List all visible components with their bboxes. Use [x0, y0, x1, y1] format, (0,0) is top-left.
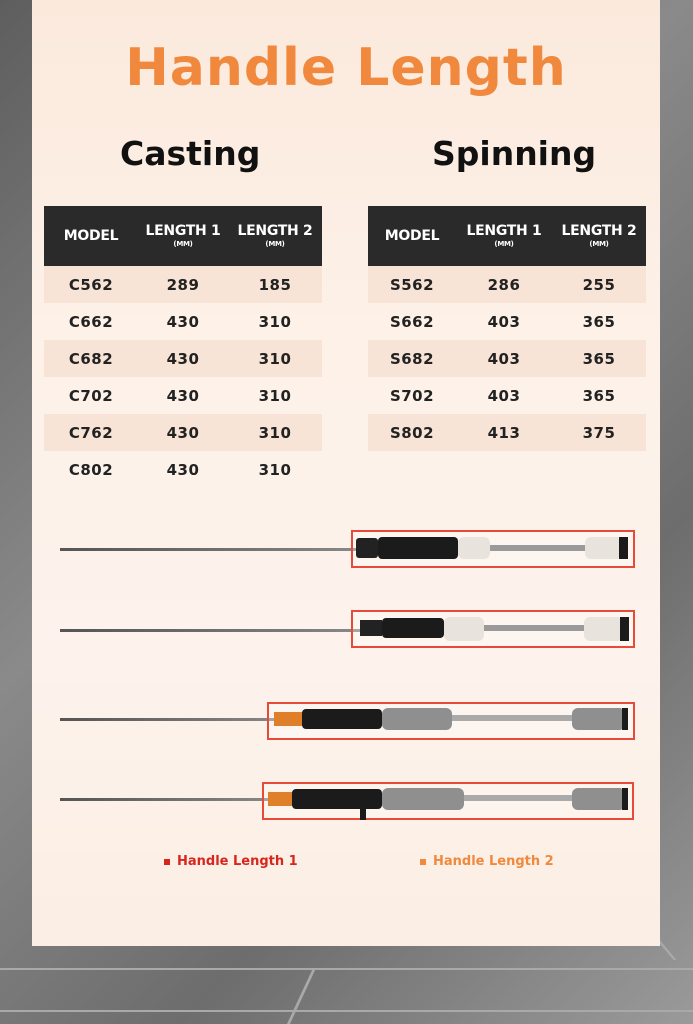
cell-length1: 403	[487, 386, 521, 405]
cell-length1: 430	[166, 423, 200, 442]
legend-swatch-red	[164, 859, 170, 865]
page-title: Handle Length	[125, 38, 567, 98]
table-row	[44, 451, 322, 488]
spinning-title: Spinning	[432, 134, 597, 173]
background-line	[287, 968, 316, 1024]
table-row	[44, 266, 322, 303]
cell-model: C662	[68, 312, 114, 331]
legend-handle-length-1: Handle Length 1	[164, 854, 298, 869]
header-length2: LENGTH 2 (MM)	[561, 223, 637, 248]
cell-model: C682	[68, 349, 114, 368]
spinning-rod-image	[60, 530, 632, 570]
header-length1: LENGTH 1 (MM)	[466, 223, 542, 248]
cell-length1: 413	[487, 423, 521, 442]
table-row	[44, 377, 322, 414]
cell-length2: 310	[258, 386, 292, 405]
cell-model: S662	[389, 312, 435, 331]
cell-model: S702	[389, 386, 435, 405]
cell-length2: 310	[258, 312, 292, 331]
casting-rod-image	[60, 700, 632, 740]
spinning-rod-image	[60, 610, 632, 650]
cell-model: S562	[389, 275, 435, 294]
cell-length1: 430	[166, 312, 200, 331]
cell-model: C802	[68, 460, 114, 479]
table-row	[44, 340, 322, 377]
cell-model: C562	[68, 275, 114, 294]
casting-rod-image	[60, 780, 632, 824]
header-model: MODEL	[384, 228, 440, 244]
cell-length1: 403	[487, 312, 521, 331]
cell-length2: 365	[582, 386, 616, 405]
header-model: MODEL	[63, 228, 119, 244]
casting-table-header	[44, 206, 322, 266]
cell-length2: 375	[582, 423, 616, 442]
cell-length1: 403	[487, 349, 521, 368]
header-length1: LENGTH 1 (MM)	[145, 223, 221, 248]
table-row	[368, 377, 646, 414]
spinning-table	[368, 206, 646, 451]
cell-length2: 185	[258, 275, 292, 294]
legend-swatch-orange	[420, 859, 426, 865]
table-row	[44, 303, 322, 340]
legend-handle-length-2: Handle Length 2	[420, 854, 554, 869]
background-line	[0, 1010, 693, 1012]
content-panel	[32, 0, 660, 946]
cell-length2: 365	[582, 312, 616, 331]
table-row	[44, 414, 322, 451]
cell-model: C762	[68, 423, 114, 442]
cell-length2: 310	[258, 423, 292, 442]
casting-title: Casting	[120, 134, 261, 173]
table-row	[368, 414, 646, 451]
cell-length1: 289	[166, 275, 200, 294]
cell-length2: 365	[582, 349, 616, 368]
cell-length2: 310	[258, 349, 292, 368]
cell-model: S682	[389, 349, 435, 368]
cell-model: S802	[389, 423, 435, 442]
background-line	[0, 968, 693, 970]
table-row	[368, 303, 646, 340]
cell-length1: 430	[166, 386, 200, 405]
cell-length1: 430	[166, 349, 200, 368]
cell-length2: 255	[582, 275, 616, 294]
table-row	[368, 340, 646, 377]
cell-length1: 286	[487, 275, 521, 294]
casting-table	[44, 206, 322, 488]
cell-length1: 430	[166, 460, 200, 479]
header-length2: LENGTH 2 (MM)	[237, 223, 313, 248]
table-row	[368, 266, 646, 303]
cell-length2: 310	[258, 460, 292, 479]
cell-model: C702	[68, 386, 114, 405]
spinning-table-header	[368, 206, 646, 266]
